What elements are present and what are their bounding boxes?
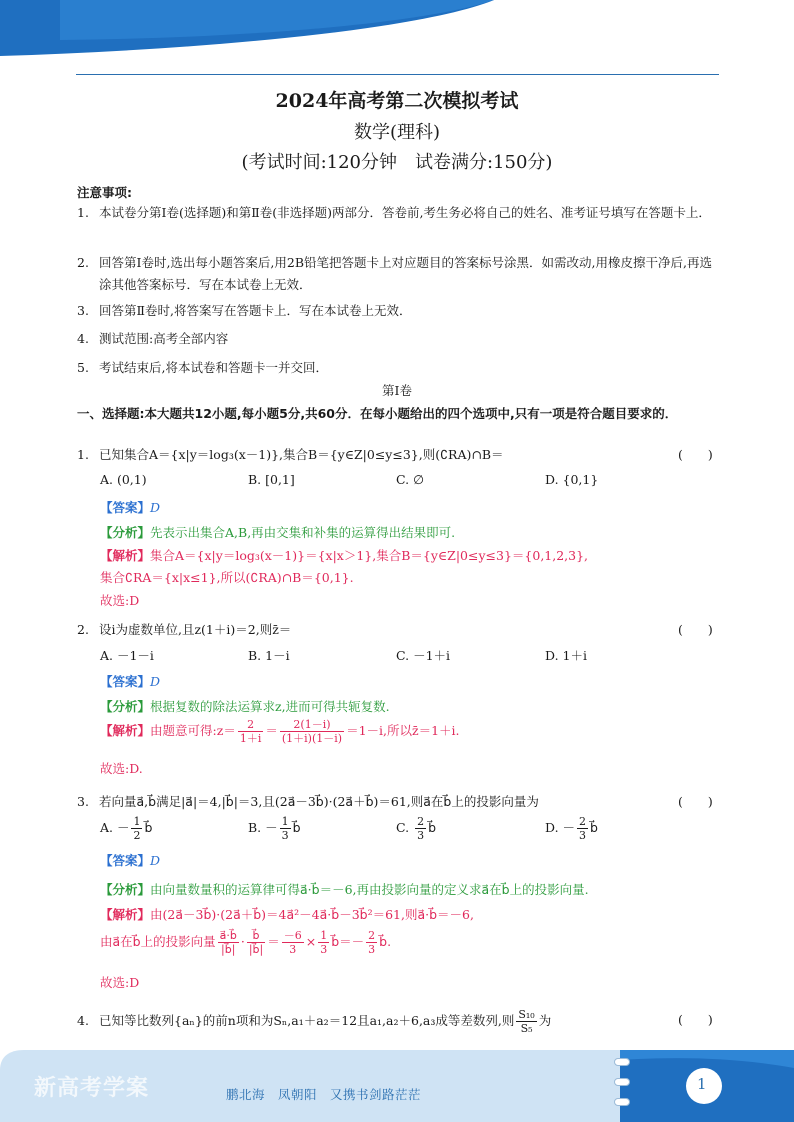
solution-label: 【解析】	[100, 723, 151, 738]
denominator: |b⃗|	[221, 943, 236, 956]
question-text: 已知等比数列{aₙ}的前n项和为Sₙ,a₁＋a₂＝12且a₁,a₂＋6,a₃成等差数列,则	[99, 1013, 515, 1028]
note-text: 测试范围:高考全部内容	[99, 331, 229, 346]
note-text: 本试卷分第Ⅰ卷(选择题)和第Ⅱ卷(非选择题)两部分．答卷前,考生务必将自己的姓名、准考证号填写在答题卡上．	[99, 205, 711, 220]
option-b: B. 1－i	[248, 648, 290, 663]
solution-line	[100, 718, 460, 745]
answer-label: 【答案】	[100, 500, 151, 515]
note-item	[77, 252, 717, 296]
header-banner	[0, 0, 794, 62]
note-text: 考试结束后,将本试卷和答题卡一并交回．	[99, 360, 328, 375]
numerator: 2	[238, 718, 264, 732]
note-item	[77, 357, 717, 379]
analysis-line	[100, 880, 589, 898]
question-number: 3.	[77, 794, 89, 809]
analysis-text: 由向量数量积的运算律可得a⃗·b⃗＝－6,再由投影向量的定义求a⃗在b⃗上的投影向量.	[150, 882, 589, 897]
solution-text: b⃗＝－	[331, 934, 365, 949]
fraction	[516, 1008, 536, 1035]
denominator: 3	[579, 829, 587, 842]
denominator: S₅	[520, 1022, 533, 1035]
solution-label: 【解析】	[100, 548, 151, 563]
binder-ring	[614, 1078, 630, 1086]
numerator: 1	[133, 815, 141, 828]
numerator: b⃗	[247, 929, 265, 943]
question-stem	[77, 620, 291, 638]
denominator: 3	[289, 943, 297, 956]
option-a: A. －1－i	[100, 648, 154, 663]
numerator: S₁₀	[518, 1008, 535, 1021]
numerator: 2	[368, 929, 376, 942]
analysis-line	[100, 697, 390, 715]
question-number: 4.	[77, 1013, 89, 1028]
solution-text: 由a⃗在b⃗上的投影向量	[100, 934, 216, 949]
solution-label: 【解析】	[100, 907, 151, 922]
binder-ring	[614, 1058, 630, 1066]
analysis-line	[100, 523, 455, 541]
option-suffix: b⃗	[590, 820, 598, 835]
note-number: 5.	[77, 360, 89, 375]
answer-line	[100, 851, 160, 869]
question-stem	[77, 792, 539, 810]
option-d: D. {0,1}	[545, 472, 599, 487]
solution-line	[100, 905, 474, 923]
solution-line	[100, 546, 588, 564]
question-text: 设i为虚数单位,且z(1＋i)＝2,则z̄＝	[99, 622, 292, 637]
answer-value: D	[150, 853, 161, 868]
fraction	[247, 929, 265, 956]
footer-slogan: 鹏北海 凤朝阳 又携书剑路茫茫	[226, 1087, 422, 1102]
solution-conclusion: 故选:D	[100, 975, 140, 990]
analysis-text: 先表示出集合A,B,再由交集和补集的运算得出结果即可.	[150, 525, 456, 540]
answer-blank: ( )	[678, 1012, 713, 1027]
answer-value: D	[150, 674, 161, 689]
denominator: 3	[320, 943, 328, 956]
option-c	[396, 815, 436, 842]
option-d	[545, 815, 598, 842]
note-number: 4.	[77, 331, 89, 346]
option-a	[100, 815, 152, 842]
fraction	[131, 815, 142, 842]
fraction	[282, 929, 304, 956]
option-a: A. (0,1)	[100, 472, 147, 487]
analysis-label: 【分析】	[100, 525, 151, 540]
question-text: 已知集合A＝{x|y＝log₃(x－1)},集合B＝{y∈Z|0≤y≤3},则(∁RA)∩B＝	[99, 447, 504, 462]
analysis-label: 【分析】	[100, 699, 151, 714]
question-stem	[77, 1008, 551, 1035]
answer-line	[100, 672, 160, 690]
solution-line	[100, 929, 391, 956]
option-prefix: B. －	[248, 820, 278, 835]
binder-ring	[614, 1098, 630, 1106]
answer-blank: ( )	[678, 622, 713, 637]
note-text: 回答第Ⅱ卷时,将答案写在答题卡上．写在本试卷上无效．	[99, 303, 412, 318]
fraction	[238, 718, 264, 745]
answer-label: 【答案】	[100, 853, 151, 868]
fraction	[280, 815, 291, 842]
fraction	[415, 815, 426, 842]
analysis-label: 【分析】	[100, 882, 151, 897]
option-b: B. [0,1]	[248, 472, 295, 487]
note-number: 1.	[77, 205, 89, 220]
solution-conclusion: 故选:D.	[100, 761, 143, 776]
fraction	[280, 718, 344, 745]
solution-text: 由(2a⃗－3b⃗)·(2a⃗＋b⃗)＝4a⃗²－4a⃗·b⃗－3b⃗²＝61,则a⃗·b⃗＝－6,	[150, 907, 474, 922]
answer-line	[100, 498, 160, 516]
answer-blank: ( )	[678, 794, 713, 809]
option-prefix: A. －	[100, 820, 130, 835]
numerator: 2	[579, 815, 587, 828]
footer-logo: 新高考学案	[34, 1076, 150, 1101]
fraction	[318, 929, 329, 956]
note-item	[77, 328, 717, 350]
solution-text: 集合∁RA＝{x|x≤1},所以(∁RA)∩B＝{0,1}.	[100, 570, 354, 585]
analysis-text: 根据复数的除法运算求z,进而可得共轭复数.	[150, 699, 390, 714]
equals-sign: ＝	[265, 723, 278, 738]
numerator: －6	[283, 929, 302, 942]
option-suffix: b⃗	[292, 820, 301, 835]
question-number: 1.	[77, 447, 89, 462]
numerator: 2(1－i)	[280, 718, 344, 732]
numerator: 1	[281, 815, 289, 828]
denominator: 3	[368, 943, 376, 956]
option-c: C. －1＋i	[396, 648, 451, 663]
note-number: 3.	[77, 303, 89, 318]
fraction	[218, 929, 239, 956]
option-c: C. ∅	[396, 472, 424, 487]
fraction	[577, 815, 588, 842]
numerator: a⃗·b⃗	[219, 929, 237, 942]
exam-info: (考试时间:120分钟 试卷满分:150分)	[241, 152, 553, 173]
times-sign: ×	[305, 934, 317, 949]
answer-value: D	[150, 500, 161, 515]
question-stem	[77, 445, 504, 463]
solution-text: ＝1－i,所以z̄＝1＋i.	[346, 723, 460, 738]
denominator: |b⃗|	[248, 943, 264, 956]
question-text: 若向量a⃗,b⃗满足|a⃗|＝4,|b⃗|＝3,且(2a⃗－3b⃗)·(2a⃗＋b⃗)＝61,则a⃗在b⃗上的投影向量为	[99, 794, 539, 809]
note-text: 回答第Ⅰ卷时,选出每小题答案后,用2B铅笔把答题卡上对应题目的答案标号涂黑．如需改动,用橡皮擦干净后,再选涂其他答案标号．写在本试卷上无效．	[99, 255, 712, 292]
header-rule	[76, 74, 719, 75]
note-number: 2.	[77, 255, 89, 270]
notes-heading: 注意事项:	[77, 185, 132, 200]
answer-blank: ( )	[678, 447, 713, 462]
section-title: 一、选择题:本大题共12小题,每小题5分,共60分．在每小题给出的四个选项中,只有一项是符合题目要求的．	[77, 406, 678, 421]
part-title: 第Ⅰ卷	[382, 383, 412, 398]
question-text: 为	[538, 1013, 552, 1028]
note-item	[77, 202, 717, 224]
solution-conclusion: 故选:D	[100, 593, 140, 608]
option-suffix: b⃗	[144, 820, 153, 835]
answer-label: 【答案】	[100, 674, 151, 689]
solution-text: b⃗.	[379, 934, 392, 949]
denominator: 2	[133, 829, 141, 842]
dot-sign: ·	[240, 934, 245, 949]
question-number: 2.	[77, 622, 89, 637]
numerator: 1	[320, 929, 328, 942]
solution-text: 由题意可得:z＝	[150, 723, 236, 738]
note-item	[77, 300, 717, 322]
page-number: 1	[697, 1075, 707, 1093]
denominator: (1＋i)(1－i)	[281, 732, 343, 745]
option-suffix: b⃗	[428, 820, 437, 835]
denominator: 3	[281, 829, 289, 842]
fraction	[366, 929, 377, 956]
option-d: D. 1＋i	[545, 648, 587, 663]
equals-sign: ＝	[267, 934, 280, 949]
option-prefix: C.	[396, 820, 414, 835]
exam-subject: 数学(理科)	[353, 122, 441, 143]
option-b	[248, 815, 301, 842]
denominator: 1＋i	[239, 732, 262, 745]
denominator: 3	[417, 829, 425, 842]
numerator: 2	[417, 815, 425, 828]
option-prefix: D. －	[545, 820, 576, 835]
exam-title: 2024年高考第二次模拟考试	[275, 90, 519, 112]
solution-text: 集合A＝{x|y＝log₃(x－1)}＝{x|x＞1},集合B＝{y∈Z|0≤y≤3}＝{0,1,2,3},	[150, 548, 589, 563]
